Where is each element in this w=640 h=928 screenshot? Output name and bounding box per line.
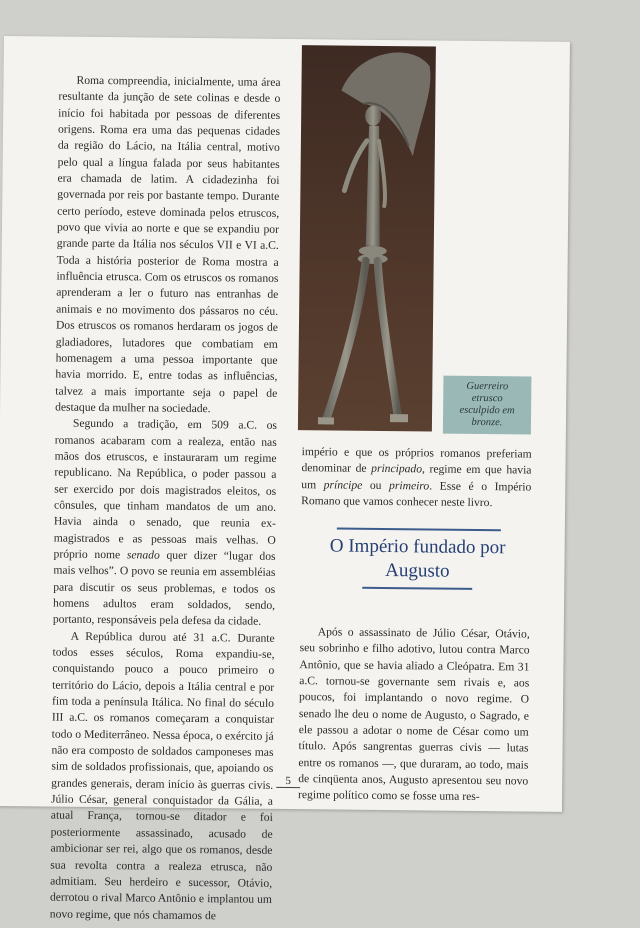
right-column-augusto [298,624,530,806]
caption-text: Guerreiro etrusco esculpido em bronze. [459,380,515,429]
paragraph-republic-end: A República durou até 31 a.C. Durante todos esses séculos, Roma expandiu-se, conquistando pouco a pouco primeiro o território do Lácio, depois a Itália central e por fim toda a península Itálica. No final do século III a.C. os romanos começaram a conquistar todo o Mediterrâneo. Nessa época, o exército já não era composto de soldados camponeses mas sim de soldados profissionais, que, apoiando os grandes generais, deram início às guerras civis. Júlio César, general conquistador da Gália, a atual França, tornou-se ditador e foi posteriormente assassinado, acusado de ambicionar ser rei, algo que os romanos, desde sua revolta contra a realeza etrusca, não admitiam. Seu herdeiro e sucessor, Otávio, derrotou o rival Marco Antônio e implantou um novo regime, que nós chamamos de [49,629,275,922]
section-heading: O Império fundado por Augusto [329,535,506,582]
paragraph-roma-origins: Roma compreendia, inicialmente, uma área resultante da junção de sete colinas e desde o início foi habitada por pessoas de diferentes origens. Roma era uma das pequenas cidades da região do Lácio, na Itália central, motivo pelo qual a língua falada por seus habitantes era chamada de latim. A cidadezinha foi governada por reis por bastante tempo. Durante certo período, esteve dominada pelos etruscos, povo que vivia ao norte e que se expandiu por grande parte da Itália nos séculos VII e VI a.C. Toda a história posterior de Roma mostra a influência etrusca. Com os etruscos os romanos aprenderam a ler o futuro nas entranhas de animais e no movimento dos pássaros no céu. Dos etruscos os romanos herdaram os jogos de gladiadores, lutadores que combatiam em homenagem a uma pessoa importante que havia morrido. E, entre todas as influências, talvez a mais importante seja o papel de destaque da mulher na sociedade. [55,73,281,416]
text-run: Segundo a tradição, em 509 a.C. os romanos acabaram com a realeza, então nas mãos dos etruscos, e instauraram um regime republicano. Na República, o poder passou a ser exercido por dois magistrados eleitos, os cônsules, que tinham mandatos de um ano. Havia ainda o senado, que reunia ex-magistrados e as pessoas mais velhas. O próprio nome [53,416,278,562]
heading-rule-top [337,528,501,532]
paragraph-augusto: Após o assassinato de Júlio César, Otávio, seu sobrinho e filho adotivo, lutou contra Marco Antônio, que se havia aliado a Cleópatra. Em 31 a.C. tornou-se governante sem rivais e, aos poucos, foi implantando o novo regime. O senado lhe deu o nome de Augusto, o Sagrado, e ele passou a adotar o nome de César como um título. Após sangrentas guerras civis — lutas entre os romanos —, que duraram, ao todo, mais de cinqüenta anos, Augusto apresentou seu novo regime político como se fosse uma res- [297,625,530,804]
emphasis-primeiro: primeiro [389,478,430,493]
text-run: . Esse é o Império Romano que vamos conhecer neste livro. [301,479,532,510]
text-run: império e que os próprios romanos preferiam denominar de [301,445,532,476]
emphasis-principe: príncipe [323,478,363,492]
emphasis-senado: senado [126,548,160,562]
paragraph-republic [53,416,277,631]
text-run: ou [362,478,390,492]
right-column-continuation [301,444,532,512]
left-column [50,73,281,925]
photo-caption [443,376,532,435]
etruscan-warrior-photo [298,45,436,431]
heading-rule-bottom [362,587,472,590]
page-number: 5 [276,775,300,788]
emphasis-principado: principado [371,462,423,476]
text-run: quer dizer “lugar dos mais velhos”. O povo se reunia em assembléias para discutir os seus problemas, e todos os homens adultos eram soldados, sendo, portanto, responsáveis pela defesa da cidade. [52,548,276,629]
text-run: , regime em que havia um [301,462,532,492]
book-page [0,36,570,922]
warrior-statue-illustration [298,45,436,431]
